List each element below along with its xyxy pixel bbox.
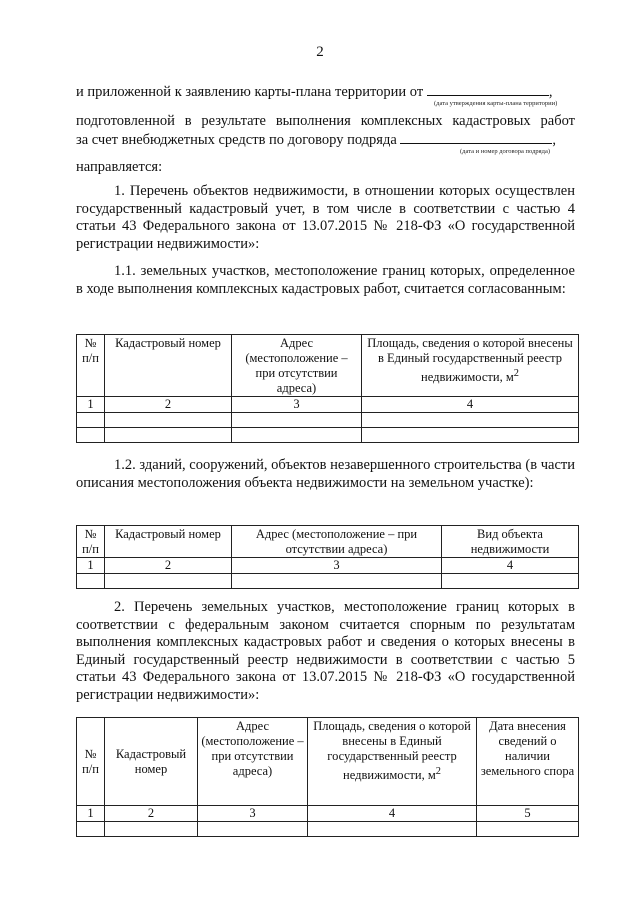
table-1-col-cadastral: Кадастровый номер bbox=[105, 335, 232, 397]
table-3-header-row bbox=[77, 718, 579, 806]
map-plan-date-blank bbox=[427, 83, 549, 96]
table-1-area-sup: 2 bbox=[513, 368, 519, 379]
table-3-disputed-plots bbox=[76, 717, 579, 837]
section-2-text: 2. Перечень земельных участков, местоположение границ которых в соответствии с федеральным законом считается спорным по результатам выполнения комплексных кадастровых работ и сведения о которых внесены в Единый государственный реестр недвижимости в соответствии с частью 5 статьи 43 Федерального закона от 13.07.2015 № 218-ФЗ «О государственной регистрации недвижимости»: bbox=[76, 599, 575, 703]
table-2-num-3: 3 bbox=[232, 558, 442, 574]
table-3-num-1: 1 bbox=[77, 806, 105, 822]
intro-line-2: подготовленной в результате выполнения комплексных кадастровых работ bbox=[76, 113, 575, 129]
intro-line-3 bbox=[76, 131, 556, 149]
table-3-col-area-text: Площадь, сведения о которой внесены в Единый государственный реестр недвижимости, м bbox=[313, 719, 471, 783]
table-2-number-row bbox=[77, 558, 579, 574]
intro-line-3-text: за счет внебюджетных средств по договору подряда bbox=[76, 132, 397, 148]
table-3-area-sup: 2 bbox=[435, 766, 441, 777]
table-2-num-2: 2 bbox=[105, 558, 232, 574]
contract-blank bbox=[400, 131, 552, 144]
table-2-num-4: 4 bbox=[442, 558, 579, 574]
section-1-1-text: 1.1. земельных участков, местоположение границ которых, определенное в ходе выполнения комплексных кадастровых работ, считается согласованным: bbox=[76, 263, 575, 297]
table-2-header-row bbox=[77, 526, 579, 558]
intro-line-1 bbox=[76, 83, 552, 101]
table-3-num-2: 2 bbox=[105, 806, 198, 822]
table-1-num-1: 1 bbox=[77, 397, 105, 413]
table-3-col-cadastral: Кадастровый номер bbox=[105, 718, 198, 806]
table-3-col-address: Адрес (местоположение – при отсутствии адреса) bbox=[198, 718, 308, 806]
intro-line-1-text: и приложенной к заявлению карты-плана территории от bbox=[76, 84, 424, 100]
table-2-col-number: № п/п bbox=[77, 526, 105, 558]
intro-line-1-comma: , bbox=[548, 84, 553, 100]
table-row bbox=[77, 574, 579, 589]
table-1-land-plots bbox=[76, 334, 579, 443]
table-1-header-row bbox=[77, 335, 579, 397]
table-1-col-number: № п/п bbox=[77, 335, 105, 397]
map-plan-date-caption: (дата утверждения карты-плана территории) bbox=[434, 100, 558, 107]
table-3-num-5: 5 bbox=[477, 806, 579, 822]
section-1-text: 1. Перечень объектов недвижимости, в отношении которых осуществлен государственный кадастровый учет, в том числе в соответствии с частью 4 статьи 43 Федерального закона от 13.07.2015 № 218-ФЗ «О государственной регистрации недвижимости»: bbox=[76, 183, 575, 252]
table-1-number-row bbox=[77, 397, 579, 413]
table-1-num-4: 4 bbox=[362, 397, 579, 413]
table-1-col-area bbox=[362, 335, 579, 397]
intro-line-4: направляется: bbox=[76, 159, 163, 175]
section-1-2-text: 1.2. зданий, сооружений, объектов незавершенного строительства (в части описания местоположения объекта недвижимости на земельном участке): bbox=[76, 457, 575, 491]
table-row bbox=[77, 413, 579, 428]
table-3-num-3: 3 bbox=[198, 806, 308, 822]
table-3-col-number: № п/п bbox=[77, 718, 105, 806]
table-2-buildings bbox=[76, 525, 579, 589]
page-number: 2 bbox=[316, 44, 324, 60]
intro-line-3-comma: , bbox=[552, 132, 557, 148]
table-2-col-type: Вид объекта недвижимости bbox=[442, 526, 579, 558]
table-2-col-cadastral: Кадастровый номер bbox=[105, 526, 232, 558]
table-3-col-dispute-date: Дата внесения сведений о наличии земельного спора bbox=[477, 718, 579, 806]
contract-caption: (дата и номер договора подряда) bbox=[460, 148, 550, 155]
table-3-num-4: 4 bbox=[308, 806, 477, 822]
table-2-col-address: Адрес (местоположение – при отсутствии адреса) bbox=[232, 526, 442, 558]
table-1-num-2: 2 bbox=[105, 397, 232, 413]
table-row bbox=[77, 428, 579, 443]
table-row bbox=[77, 822, 579, 837]
table-3-number-row bbox=[77, 806, 579, 822]
table-3-col-area bbox=[308, 718, 477, 806]
table-2-num-1: 1 bbox=[77, 558, 105, 574]
table-1-num-3: 3 bbox=[232, 397, 362, 413]
table-1-col-area-text: Площадь, сведения о которой внесены в Единый государственный реестр недвижимости, м bbox=[367, 336, 573, 385]
table-1-col-address: Адрес (местоположение – при отсутствии адреса) bbox=[232, 335, 362, 397]
